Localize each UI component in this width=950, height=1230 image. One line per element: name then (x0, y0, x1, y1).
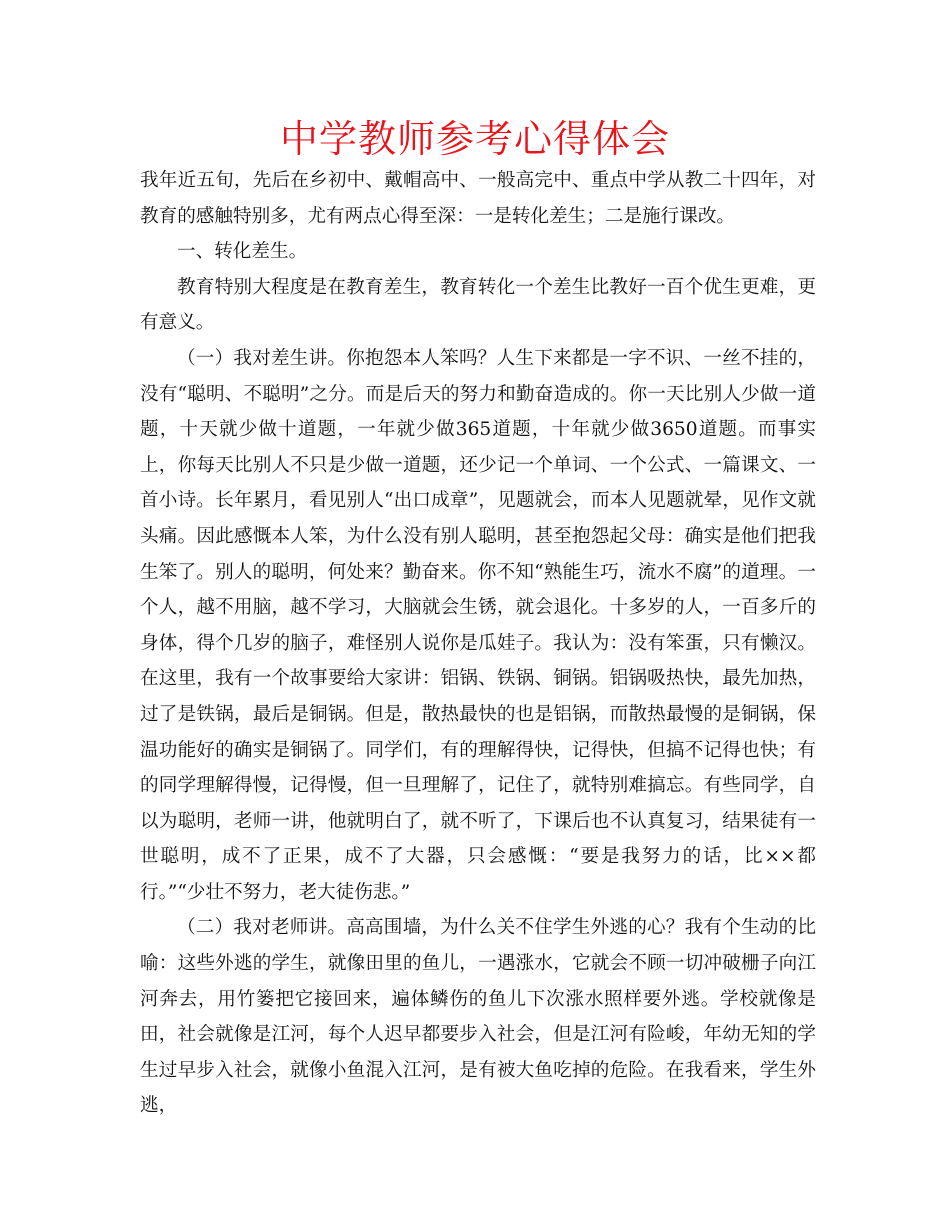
paragraph-to-teachers: （二）我对老师讲。高高围墙，为什么关不住学生外逃的心？我有个生动的比喻：这些外逃的学生，就像田里的鱼儿，一遇涨水，它就会不顾一切冲破栅子向江河奔去，用竹篓把它接回来，遍体鳞伤的鱼儿下次涨水照样要外逃。学校就像是田，社会就像是江河，每个人迟早都要步入社会，但是江河有险峻，年幼无知的学生过早步入社会，就像小鱼混入江河，是有被大鱼吃掉的危险。在我看来，学生外逃， (140, 917, 816, 1117)
section-heading: 一、转化差生。 (177, 241, 308, 263)
paragraph-intro: 我年近五旬，先后在乡初中、戴帽高中、一般高完中、重点中学从教二十四年，对教育的感触特别多，尤有两点心得至深：一是转化差生；二是施行课改。 (140, 170, 816, 227)
document-body (140, 163, 816, 1124)
paragraph-to-students: （一）我对差生讲。你抱怨本人笨吗？人生下来都是一字不识、一丝不挂的，没有“聪明、不聪明”之分。而是后天的努力和勤奋造成的。你一天比别人少做一道题，十天就少做十道题，一年就少做365道题，十年就少做3650道题。而事实上，你每天比别人不只是少做一道题，还少记一个单词、一个公式、一篇课文、一首小诗。长年累月，看见别人“出口成章”，见题就会，而本人见题就晕，见作文就头痛。因此感慨本人笨，为什么没有别人聪明，甚至抱怨起父母：确实是他们把我生笨了。别人的聪明，何处来？勤奋来。你不知“熟能生巧，流水不腐”的道理。一个人，越不用脑，越不学习，大脑就会生锈，就会退化。十多岁的人，一百多斤的身体，得个几岁的脑子，难怪别人说你是瓜娃子。我认为：没有笨蛋，只有懒汉。在这里，我有一个故事要给大家讲：铝锅、铁锅、铜锅。铝锅吸热快，最先加热，过了是铁锅，最后是铜锅。但是，散热最快的也是铝锅，而散热最慢的是铜锅，保温功能好的确实是铜锅了。同学们，有的理解得快，记得快，但搞不记得也快；有的同学理解得慢，记得慢，但一旦理解了，记住了，就特别难搞忘。有些同学，自以为聪明，老师一讲，他就明白了，就不听了，下课后也不认真复习，结果徒有一世聪明，成不了正果，成不了大器，只会感慨：“要是我努力的话，比××都行。”“少壮不努力，老大徒伤悲。” (140, 347, 816, 903)
document-title: 中学教师参考心得体会 (279, 117, 670, 161)
paragraph-significance: 教育特别大程度是在教育差生，教育转化一个差生比教好一百个优生更难，更有意义。 (140, 276, 816, 334)
